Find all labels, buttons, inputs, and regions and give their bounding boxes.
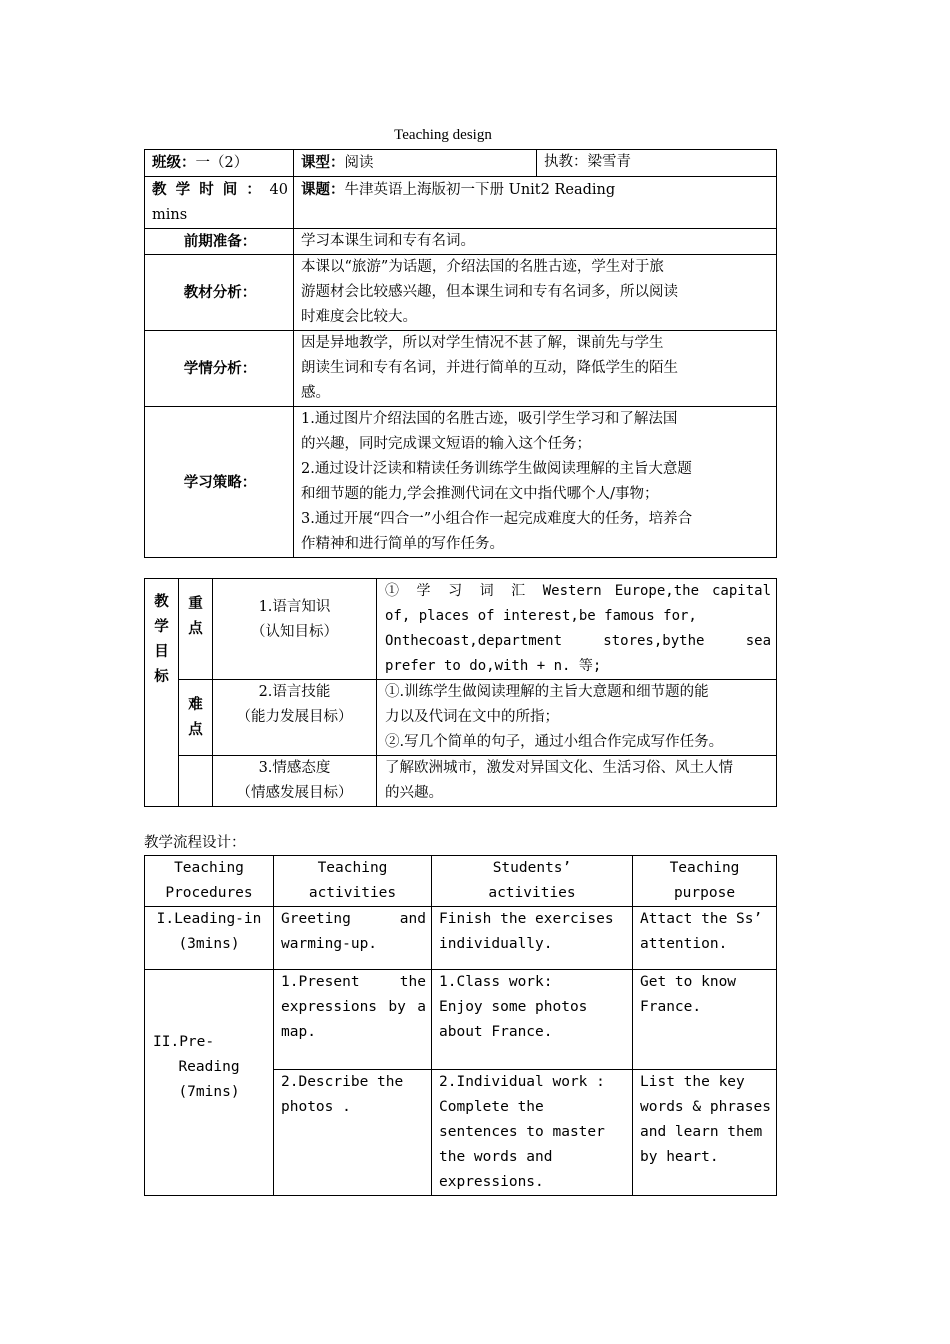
prep-value: 学习本课生词和专有名词。 <box>294 229 777 255</box>
teacher-value: 梁雪青 <box>587 154 631 170</box>
goals-table <box>144 578 777 807</box>
purpose-line: Get to know <box>640 974 737 990</box>
students-line: the words and <box>439 1149 553 1165</box>
goal-content-2 <box>377 680 777 756</box>
strategy-line: 和细节题的能力,学会推测代词在文中指代哪个人/事物； <box>301 486 659 502</box>
difficult-point-label <box>179 680 213 756</box>
prep-label: 前期准备： <box>145 229 294 255</box>
strategy-line: 作精神和进行简单的写作任务。 <box>301 536 504 552</box>
goal-content-line: 力以及代词在文中的所指； <box>385 709 559 725</box>
strategy-content <box>294 407 777 558</box>
activity-cell <box>274 1070 432 1196</box>
purpose-line: France. <box>640 999 702 1015</box>
strategy-label: 学习策略： <box>145 407 294 558</box>
students-line: Finish the exercises <box>439 911 614 927</box>
purpose-cell <box>633 907 777 970</box>
students-cell <box>432 907 633 970</box>
goal-name-line: 2.语言技能 <box>258 684 331 700</box>
header-line: Procedures <box>165 885 253 901</box>
flow-section-label: 教学流程设计： <box>144 835 246 851</box>
goal-content-line: 了解欧洲城市，激发对异国文化、生活习俗、风土人情 <box>385 760 733 776</box>
strategy-line: 的兴趣，同时完成课文短语的输入这个任务； <box>301 436 591 452</box>
material-label: 教材分析： <box>145 255 294 331</box>
goal-content-line: 的兴趣。 <box>385 785 443 801</box>
activity-line: warming-up. <box>281 936 378 952</box>
class-label: 班级： <box>152 154 196 171</box>
activity-cell <box>274 907 432 970</box>
type-label: 课型： <box>301 154 345 171</box>
procedure-pre-reading <box>145 970 274 1196</box>
goal-content-line: ①.训练学生做阅读理解的主旨大意题和细节题的能 <box>385 684 709 700</box>
goal-content-line: prefer to do,with + n. 等; <box>385 658 602 674</box>
strategy-line: 3.通过开展“四合一”小组合作一起完成难度大的任务，培养合 <box>301 511 693 527</box>
topic-label: 课题： <box>301 181 345 198</box>
procedure-leading-in <box>145 907 274 970</box>
goals-side-char: 目 <box>154 643 169 660</box>
time-line-1 <box>152 177 288 203</box>
procedure-line: (7mins) <box>178 1084 240 1100</box>
goal-name-line: （情感发展目标） <box>236 785 353 801</box>
class-value: 一（2） <box>195 155 249 171</box>
empty-cell <box>179 756 213 807</box>
material-line: 时难度会比较大。 <box>301 309 417 325</box>
goal-content-line: ① 学 习 词 汇 Western Europe,the capital <box>385 583 771 599</box>
purpose-line: attention. <box>640 936 728 952</box>
procedure-line: II.Pre- <box>153 1034 215 1050</box>
activity-line: 1.Present the <box>281 974 426 990</box>
document-title: Teaching design <box>394 127 492 143</box>
purpose-line: and learn them <box>640 1124 763 1140</box>
goal-content-line: of, places of interest,be famous for, <box>385 608 697 624</box>
activity-cell <box>274 970 432 1070</box>
header-line: Teaching <box>174 860 244 876</box>
time-value-2: mins <box>152 207 188 223</box>
time-cell <box>145 177 294 229</box>
activity-line: Greeting and <box>281 911 426 927</box>
goal-name-1 <box>213 579 377 680</box>
class-cell <box>145 150 294 177</box>
goals-side-char: 学 <box>154 618 169 635</box>
students-line: expressions. <box>439 1174 544 1190</box>
procedure-line: (3mins) <box>178 936 240 952</box>
activity-line: photos . <box>281 1099 351 1115</box>
goal-name-line: 1.语言知识 <box>258 599 331 615</box>
header-procedures <box>145 856 274 907</box>
activity-line: 2.Describe the <box>281 1074 404 1090</box>
goal-name-line: 3.情感态度 <box>258 760 331 776</box>
topic-value: 牛津英语上海版初一下册 Unit2 Reading <box>344 182 616 198</box>
material-line: 本课以“旅游”为话题，介绍法国的名胜古迹，学生对于旅 <box>301 259 664 275</box>
key-point-label <box>179 579 213 680</box>
students-line: Complete the <box>439 1099 544 1115</box>
teacher-label: 执教： <box>544 154 588 170</box>
procedure-line: Reading <box>178 1059 240 1075</box>
purpose-line: by heart. <box>640 1149 719 1165</box>
goal-name-2 <box>213 680 377 756</box>
time-label: 教 学 时 间 ： <box>152 181 263 198</box>
students-cell <box>432 1070 633 1196</box>
type-value: 阅读 <box>344 155 374 171</box>
material-content <box>294 255 777 331</box>
difficult-point-char: 难 <box>188 696 203 713</box>
goals-side-char: 教 <box>154 593 169 610</box>
students-cell <box>432 970 633 1070</box>
material-line: 游题材会比较感兴趣，但本课生词和专有名词多，所以阅读 <box>301 284 678 300</box>
goal-name-3 <box>213 756 377 807</box>
activity-line: map. <box>281 1024 316 1040</box>
key-point-char: 点 <box>188 620 203 637</box>
goal-content-3 <box>377 756 777 807</box>
header-students <box>432 856 633 907</box>
difficult-point-char: 点 <box>188 721 203 738</box>
type-cell <box>294 150 537 177</box>
time-value-1: 40 <box>269 182 288 198</box>
purpose-cell <box>633 1070 777 1196</box>
goal-name-line: （认知目标） <box>251 624 338 640</box>
purpose-line: words & phrases <box>640 1099 771 1115</box>
students-line: 2.Individual work : <box>439 1074 605 1090</box>
students-line: sentences to master <box>439 1124 605 1140</box>
goal-content-line: ②.写几个简单的句子，通过小组合作完成写作任务。 <box>385 734 724 750</box>
flow-table <box>144 855 777 1196</box>
goal-name-line: （能力发展目标） <box>236 709 353 725</box>
header-line: activities <box>488 885 576 901</box>
student-line: 朗读生词和专有名词，并进行简单的互动，降低学生的陌生 <box>301 360 678 376</box>
purpose-line: Attact the Ss’ <box>640 911 763 927</box>
goal-content-line: Onthecoast,department stores,bythe sea <box>385 633 771 649</box>
activity-line: expressions by a <box>281 999 426 1015</box>
student-label: 学情分析： <box>145 331 294 407</box>
procedure-line: I.Leading-in <box>156 911 262 927</box>
student-line: 因是异地教学，所以对学生情况不甚了解，课前先与学生 <box>301 335 664 351</box>
purpose-line: List the key <box>640 1074 745 1090</box>
teacher-cell <box>537 150 777 177</box>
students-line: 1.Class work: <box>439 974 553 990</box>
students-line: about France. <box>439 1024 553 1040</box>
header-line: purpose <box>673 885 736 901</box>
header-line: Teaching <box>669 860 740 876</box>
goals-side-char: 标 <box>154 668 169 685</box>
header-line: activities <box>308 885 397 901</box>
students-line: Enjoy some photos <box>439 999 588 1015</box>
header-activities <box>274 856 432 907</box>
key-point-char: 重 <box>188 595 203 612</box>
strategy-line: 2.通过设计泛读和精读任务训练学生做阅读理解的主旨大意题 <box>301 461 692 477</box>
header-line: Students’ <box>492 860 572 876</box>
student-line: 感。 <box>301 385 330 401</box>
topic-cell <box>294 177 777 229</box>
student-content <box>294 331 777 407</box>
strategy-line: 1.通过图片介绍法国的名胜古迹，吸引学生学习和了解法国 <box>301 411 678 427</box>
info-table <box>144 149 777 558</box>
goals-side-label <box>145 579 179 807</box>
goal-content-1 <box>377 579 777 680</box>
header-line: Teaching <box>317 860 388 876</box>
students-line: individually. <box>439 936 553 952</box>
header-purpose <box>633 856 777 907</box>
purpose-cell <box>633 970 777 1070</box>
